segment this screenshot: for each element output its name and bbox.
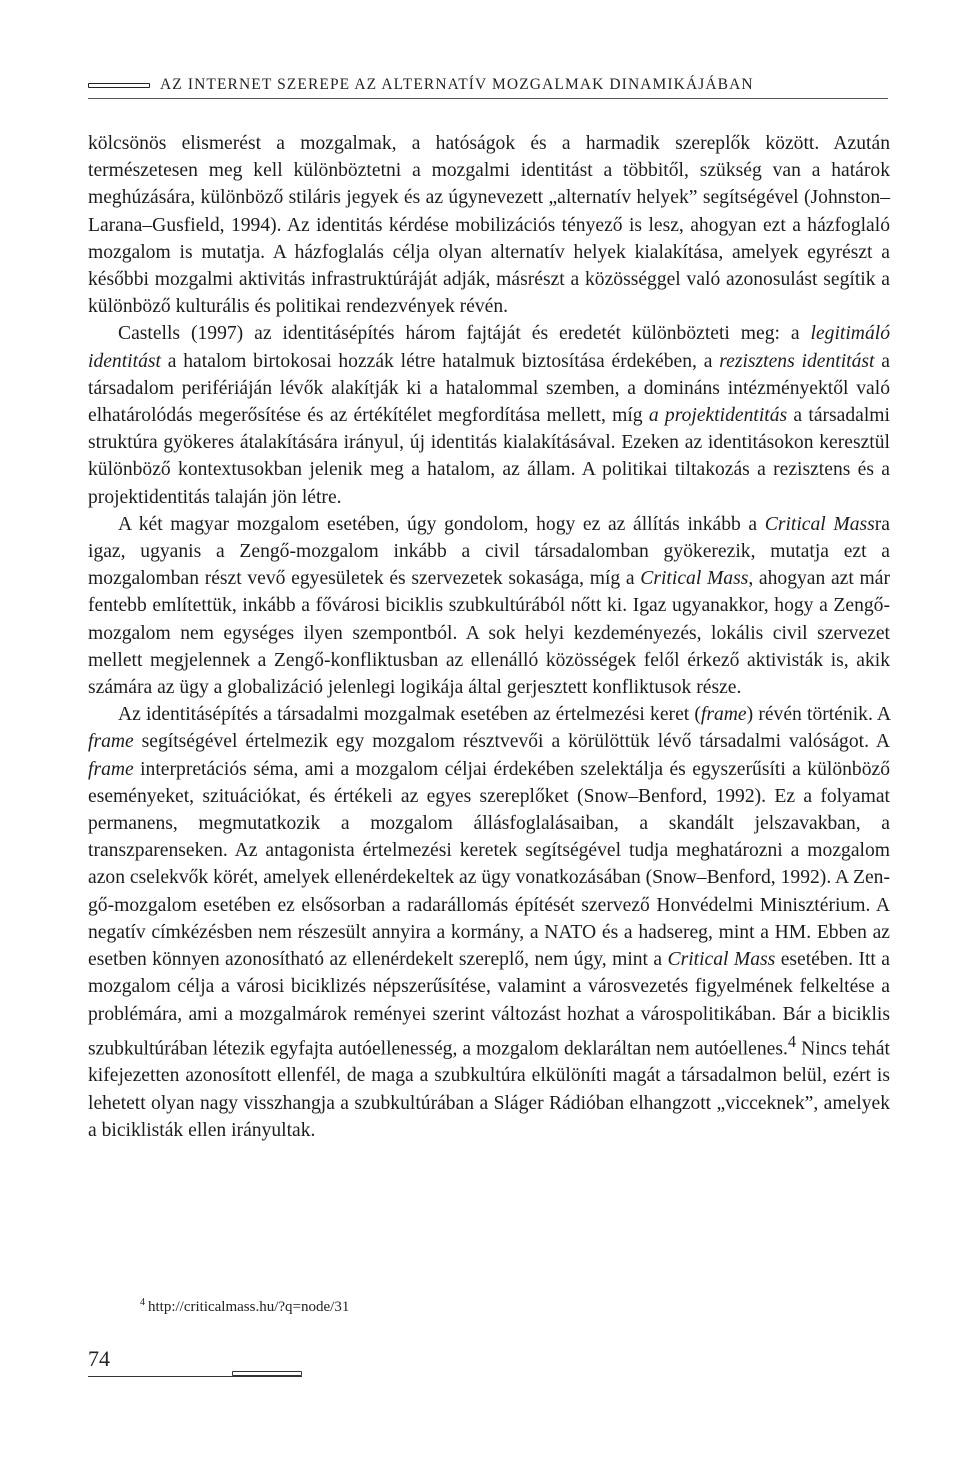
- italic-term: Critical Mass: [667, 949, 776, 971]
- body-text: [88, 130, 890, 1144]
- running-head-title: AZ INTERNET SZEREPE AZ ALTERNATÍV MOZGALMAK DINAMIKÁJÁBAN: [160, 76, 754, 93]
- italic-term: frame: [700, 704, 747, 726]
- paragraph-1: kölcsönös elismerést a mozgalmak, a hatóságok és a harmadik szereplők között. Azután természetesen meg kell különböztetni a mozgalmi identitást a többitől, szükség van a határok meghúzására, különböző stiláris jegyek és az úgynevezett „alternatív helyek” segítségével (Johnston–Larana–Gusfield, 1994). Az identitás kérdése mobilizációs tényező is lesz, ahogyan ezt a házfoglaló mozgalom is mutatja. A házfoglalás célja olyan alternatív helyek kialakítása, amelyek egyrészt a későbbi mozgalmi aktivitás infrastruktúráját adják, másrészt a közösséggel való azonosulást segítik a különböző kulturális és politikai rendezvények révén.: [88, 133, 890, 318]
- italic-term: Critical Mass: [764, 513, 875, 535]
- footnote-number: 4: [140, 1297, 145, 1308]
- footer-rule: [88, 1376, 302, 1377]
- italic-term: frame: [88, 758, 134, 780]
- italic-term: legitimáló identitást: [88, 323, 890, 372]
- italic-term: Critical Mass: [640, 568, 749, 590]
- italic-term: a projektidentitás: [648, 405, 788, 427]
- paragraph-3: A két magyar mozgalom esetében, úgy gondolom, hogy ez az állítás inkább a Critical Massra igaz, ugyanis a Zengő-mozgalom inkább a civil társadalomban gyökerezik, mutatja ezt a mozgalomban részt vevő egyesületek és szervezetek sokasága, míg a Critical Mass, ahogyan azt már fentebb említettük, inkább a fővárosi biciklis szubkultúrából nőtt ki. Igaz ugyanakkor, hogy a Zengő-mozgalom nem egységes ilyen szempontból. A sok helyi kezdeményezés, lokális civil szervezet mellett megjelennek a Zengő-konfliktusban az ellenálló közösségek felől érkező aktivisták is, akik számára az ügy a globalizáció jelenlegi logikája által gerjesztett konfliktusok része.: [88, 513, 890, 699]
- footer-ornament: [232, 1371, 302, 1376]
- header-rule: [88, 98, 888, 99]
- footnote-text: http://criticalmass.hu/?q=node/31: [148, 1299, 350, 1315]
- italic-term: rezisztens identitást: [719, 350, 875, 372]
- italic-term: frame: [88, 731, 134, 753]
- header-ornament: [88, 83, 150, 88]
- footnote: [140, 1297, 840, 1316]
- paragraph-4: Az identitásépítés a társadalmi mozgalmak esetében az értelmezési keret (frame) révén történik. A frame segítségével értelmezik egy mozgalom résztvevői a körülöttük lévő társadalmi valóságot. A frame interpretációs séma, ami a mozgalom céljai érdekében szelektálja és egyszerűsíti a különböző eseményeket, szituációkat, és értékeli az egyes szereplőket (Snow–Benford, 1992). Ez a folyamat permanens, megmutatkozik a mozgalom állásfoglalásaiban, a skandált jelszavakban, a transzparenseken. Az antagonista értelmezési keretek segítségével tudja meghatározni a mozgalom azon cselekvők körét, amelyek ellenérdekeltek az ügy vonatkozásában (Snow–Benford, 1992). A Zengő-mozgalom esetében ez elsősorban a radarállomás építését szervező Honvédelmi Minisztérium. A negatív címkézésben nem részesült annyira a kormány, a NATO és a hadsereg, mint a HM. Ebben az esetben könnyen azonosítható az ellenérdekelt szereplő, nem úgy, mint a Critical Mass esetében. Itt a mozgalom célja a városi biciklizés népszerűsítése, valamint a városvezetés figyelmének felkeltése a problémára, ami a mozgalmárok reményei szerint változást hozhat a várospolitikában. Bár a biciklis szubkultúrában létezik egyfajta autóellenesség, a mozgalom deklaráltan nem autóellenes.$^4$ Nincs tehát kifejezetten azonosított ellenfél, de maga a szubkultúra elkülöníti magát a társadalmon belül, ezért is lehetett olyan nagy visszhangja a szubkultúrában a Sláger Rádióban elhangzott „vicceknek”, amelyek a biciklisták ellen irányultak.: [88, 704, 890, 1141]
- running-head: [88, 76, 888, 94]
- footnote-reference: 4: [787, 1031, 797, 1051]
- paragraph-2: Castells (1997) az identitásépítés három fajtáját és eredetét különbözteti meg: a legitimáló identitást a hatalom birtokosai hozzák létre hatalmuk biztosítása érdekében, a rezisztens identitást a társadalom perifériáján lévők alakítják ki a hatalommal szemben, a domináns intézményektől való elhatárolódás megerősítése és az értékítélet megfordítása mellett, míg a projektidentitás a társadalmi struktúra gyökeres átalakítására irányul, új identitás kialakításával. Ezeken az identitásokon keresztül különböző kontextusokban jelenik meg a hatalom, az állam. A politikai tiltakozás a rezisztens és a projektidentitás talaján jön létre.: [88, 323, 890, 508]
- page-number: 74: [88, 1346, 110, 1371]
